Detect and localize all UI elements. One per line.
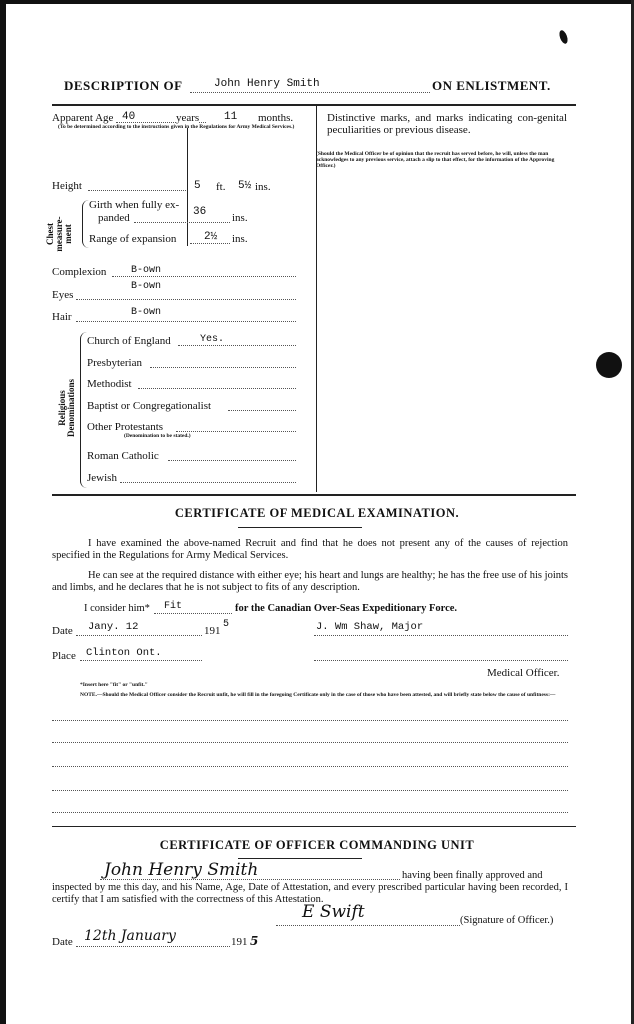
distinctive-marks-label: Distinctive marks, and marks indicating con-genital peculiarities or previous disease. [327, 112, 567, 136]
complexion-value: B-own [131, 265, 162, 276]
unfitness-line-2[interactable] [52, 742, 568, 743]
denomination-note: (Denomination to be stated.) [124, 433, 191, 439]
feet-label: ft. [216, 181, 226, 193]
commanding-certificate-title: CERTIFICATE OF OFFICER COMMANDING UNIT [159, 838, 475, 852]
officer-signature-line [276, 925, 460, 926]
eyes-value: B-own [131, 281, 162, 292]
medical-date-value: Jany. 12 [88, 621, 139, 633]
age-note: (To be determined according to the instructions given in the Regulations for Army Medical Services.) [58, 124, 295, 130]
officer-line [314, 660, 568, 661]
eyes-label: Eyes [52, 289, 74, 301]
unfitness-line-3[interactable] [52, 766, 568, 767]
hair-value: B-own [131, 307, 162, 318]
religious-denominations-label: Religious Denominations [57, 379, 76, 438]
officer-signature-label: (Signature of Officer.) [460, 915, 554, 926]
scan-edge-top [0, 0, 634, 4]
header-rule [52, 104, 576, 106]
girth-label-1: Girth when fully ex- [89, 199, 180, 211]
commanding-year-digit: 5 [250, 934, 259, 948]
medical-date-line [76, 635, 202, 636]
complexion-line [112, 276, 296, 277]
ink-blot [558, 29, 569, 45]
title-underline-2 [238, 858, 362, 859]
height-inches: 5½ [238, 180, 252, 192]
insert-note: *Insert here "fit" or "unfit." [80, 682, 148, 688]
place-line [80, 660, 202, 661]
fitness-value: Fit [164, 601, 183, 612]
commanding-date-label: Date [52, 936, 73, 948]
consider-prefix: I consider him* [84, 603, 150, 614]
consider-suffix-text: for the Canadian Over-Seas Expeditionary Force. [235, 603, 458, 614]
medical-year-digit: 5 [223, 619, 230, 630]
medical-year-prefix: 191 [204, 625, 221, 637]
girth-label-2: panded [98, 212, 130, 224]
title-underline [238, 527, 362, 528]
hair-line [76, 321, 296, 322]
recruit-handwritten-name: John Henry Smith [104, 860, 259, 880]
fit-line [154, 613, 232, 614]
approved-text: having been finally approved and [402, 870, 543, 881]
religion-line [178, 345, 296, 346]
girth-line [134, 222, 230, 223]
religion-presbyterian: Presbyterian [87, 357, 142, 369]
religion-church-of-england-value: Yes. [200, 334, 225, 345]
height-feet: 5 [194, 180, 201, 192]
girth-ins-label: ins. [232, 212, 248, 224]
unfitness-line-4[interactable] [52, 790, 568, 791]
inches-label: ins. [255, 181, 271, 193]
commanding-date-value: 12th January [84, 928, 176, 944]
religion-line [150, 367, 296, 368]
medical-certificate-title: CERTIFICATE OF MEDICAL EXAMINATION. [174, 506, 460, 520]
chest-measurement-label: Chest measure-ment [45, 216, 73, 252]
place-label: Place [52, 650, 76, 662]
height-label: Height [52, 180, 82, 192]
age-years: 40 [122, 111, 136, 123]
medical-paragraph-1: I have examined the above-named Recruit and find that he does not present any of the causes of rejection specified in the Regulations for Army Medical Services. [52, 538, 568, 561]
unfitness-line-5[interactable] [52, 812, 568, 813]
height-line [88, 190, 186, 191]
chest-brace [82, 200, 89, 248]
religion-baptist: Baptist or Congregationalist [87, 400, 212, 412]
religion-brace [80, 332, 87, 488]
commanding-date-line [76, 946, 230, 947]
religion-line [138, 388, 296, 389]
section-rule [52, 494, 576, 496]
religion-other-protestants: Other Protestants [87, 421, 164, 433]
consider-suffix [235, 603, 457, 615]
girth-value: 36 [193, 206, 207, 218]
religion-line [120, 482, 296, 483]
description-title-prefix: DESCRIPTION OF [64, 78, 183, 93]
religion-church-of-england: Church of England [87, 335, 171, 347]
religion-line [228, 410, 296, 411]
months-label: months. [258, 112, 294, 124]
religion-line [176, 431, 296, 432]
hair-label: Hair [52, 311, 72, 323]
place-value: Clinton Ont. [86, 647, 162, 659]
range-ins-label: ins. [232, 233, 248, 245]
religion-methodist: Methodist [87, 378, 132, 390]
range-value: 2½ [204, 231, 218, 243]
certify-text: inspected by me this day, and his Name, Age, Date of Attestation, and every prescribed particular having been recorded, I certify that I am satisfied with the correctness of this Attestation. [52, 882, 568, 905]
apparent-age-label: Apparent Age [52, 112, 114, 124]
measure-divider [187, 128, 188, 246]
eyes-line [76, 299, 296, 300]
served-before-note: (Should the Medical Officer be of opinion that the recruit has served before, he will, unless the man acknowledges to any previous service, attach a slip to that effect, for the information of the Approving Officer.) [316, 151, 555, 169]
religion-roman-catholic: Roman Catholic [87, 450, 159, 462]
range-line [190, 243, 230, 244]
punch-hole [596, 352, 622, 378]
medical-paragraph-2: He can see at the required distance with either eye; his heart and lungs are healthy; he has the free use of his joints and limbs, and he declares that he is not subject to fits of any description. [52, 570, 568, 593]
medical-signature-line [314, 635, 568, 636]
years-label: years [176, 112, 200, 124]
recruit-name: John Henry Smith [214, 78, 320, 90]
commanding-year-prefix: 191 [231, 936, 248, 948]
medical-officer-signature: J. Wm Shaw, Major [316, 621, 424, 633]
age-months: 11 [224, 111, 238, 123]
unfitness-line-1[interactable] [52, 720, 568, 721]
unfit-note: NOTE.—Should the Medical Officer consider the Recruit unfit, he will fill in the foregoing Certificate only in the case of those who have been attested, and will briefly state below the cause of unfitness:— [80, 692, 556, 698]
medical-officer-label: Medical Officer. [487, 667, 560, 679]
religion-line [168, 460, 296, 461]
description-title-suffix: ON ENLISTMENT. [432, 78, 551, 93]
religion-jewish: Jewish [87, 472, 117, 484]
officer-signature: E Swift [302, 902, 365, 922]
complexion-label: Complexion [52, 266, 107, 278]
section-rule-2 [52, 826, 576, 827]
range-label: Range of expansion [89, 233, 177, 245]
name-line [190, 92, 430, 93]
medical-date-label: Date [52, 625, 73, 637]
